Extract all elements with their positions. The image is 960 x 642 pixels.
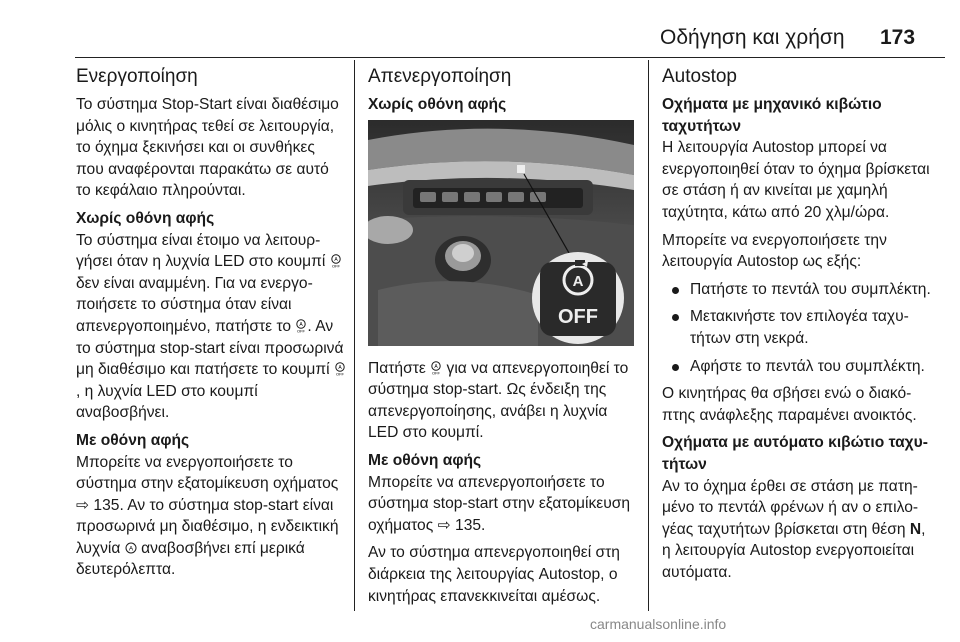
paragraph: Το σύστημα Stop-Start είναι διαθέσιμο μόλις ο κινητήρας τεθεί σε λειτουργία, το όχημα ξεκινήσει και οι συνθήκες που αναφέρονται παρακάτω σε αυτό το κεφάλαιο πληρούνται. bbox=[76, 96, 339, 200]
subheading: Χωρίς οθόνη αφής bbox=[76, 209, 215, 227]
column-divider-1 bbox=[354, 60, 355, 611]
header-rule bbox=[75, 57, 945, 58]
steps-list bbox=[662, 279, 937, 377]
paragraph: Πατήστε A OFF για να απενεργοποιηθεί το σύστημα stop-start. Ως ένδειξη της απενεργοποίησης, ανάβει η λυχνία LED στο κουμπί. bbox=[368, 359, 629, 442]
list-item: Πατήστε το πεντάλ του συμπλέκτη. bbox=[662, 279, 937, 301]
svg-text:OFF: OFF bbox=[432, 370, 441, 375]
column-activation bbox=[76, 66, 346, 587]
paragraph: Με οθόνη αφής Μπορείτε να απενεργοποιήσετε το σύστημα stop-start στην εξατομίκευση οχήματος ⇨ 135. bbox=[368, 450, 640, 536]
paragraph: Με οθόνη αφής Μπορείτε να ενεργοποιήσετε το σύστημα στην εξατομίκευση οχήματος ⇨ 135. Αν το σύστημα stop-start είναι προσωρινά μη διαθέσιμο, η ενδεικτική λυχνία A αναβοσβήνει επί μερικά δευτερόλεπτα. bbox=[76, 430, 346, 581]
autostop-icon bbox=[330, 253, 342, 267]
svg-text:A: A bbox=[334, 257, 338, 264]
autostop-icon bbox=[430, 360, 442, 374]
bullet-icon bbox=[672, 364, 679, 371]
svg-text:A: A bbox=[128, 545, 133, 553]
cross-reference-arrow-icon: ⇨ bbox=[76, 496, 90, 514]
paragraph: Οχήματα με αυτόματο κιβώτιο ταχυτήτων Αν το όχημα έρθει σε στάση με πατημένο το πεντάλ φρένων ή αν ο επιλογέας ταχυτήτων βρίσκεται στη θέση N, η λειτουργία Autostop ενεργοποιείται αυτόματα. bbox=[662, 432, 937, 583]
section-heading-autostop: Autostop bbox=[662, 66, 737, 87]
off-button-label: OFF bbox=[558, 305, 598, 328]
autostop-indicator-icon bbox=[125, 540, 137, 554]
paragraph: Χωρίς οθόνη αφής Το σύστημα είναι έτοιμο να λειτουργήσει όταν η λυχνία LED στο κουμπί A OFF δεν είναι αναμμένη. Για να ενεργοποιήσετε το σύστημα όταν είναι απενεργοποιημένο, πατήστε το A OFF . Αν το σύστημα stop-start είναι προσωρινά μη διαθέσιμο και πατήσετε το κουμπί A OFF , η λυχνία LED στο κουμπί αναβοσβήνει. bbox=[76, 208, 346, 424]
bullet-icon bbox=[672, 287, 679, 294]
column-autostop bbox=[662, 66, 937, 589]
cross-reference-arrow-icon: ⇨ bbox=[437, 516, 451, 534]
autostop-icon bbox=[295, 318, 307, 332]
svg-text:A: A bbox=[572, 272, 584, 290]
list-item: Αφήστε το πεντάλ του συμπλέκτη. bbox=[662, 356, 937, 378]
column-divider-2 bbox=[648, 60, 649, 611]
paragraph: Αν το σύστημα απενεργοποιηθεί στη διάρκεια της λειτουργίας Autostop, ο κινητήρας επανεκκινείται αμέσως. bbox=[368, 544, 620, 605]
paragraph: Ο κινητήρας θα σβήσει ενώ ο διακόπτης ανάφλεξης παραμένει ανοικτός. bbox=[662, 385, 917, 424]
paragraph: Μπορείτε να ενεργοποιήσετε την λειτουργία Autostop ως εξής: bbox=[662, 231, 887, 271]
gear-position-n: N bbox=[909, 520, 922, 538]
dashboard-photo bbox=[368, 120, 634, 346]
autostop-icon bbox=[334, 361, 346, 375]
list-item: Μετακινήστε τον επιλογέα ταχυτήτων στη νεκρά. bbox=[662, 306, 937, 349]
watermark: carmanualsonline.info bbox=[590, 616, 727, 632]
svg-text:OFF: OFF bbox=[297, 328, 306, 333]
svg-text:A: A bbox=[434, 363, 438, 370]
svg-text:OFF: OFF bbox=[335, 371, 344, 377]
page-number: 173 bbox=[880, 26, 916, 49]
subheading: Με οθόνη αφής bbox=[368, 451, 482, 469]
subheading: Οχήματα με αυτόματο κιβώτιο ταχυτήτων bbox=[662, 434, 928, 473]
page-header bbox=[0, 0, 960, 58]
subheading: Με οθόνη αφής bbox=[76, 431, 190, 449]
section-heading-activation: Ενεργοποίηση bbox=[76, 66, 198, 87]
subheading: Οχήματα με μηχανικό κιβώτιο ταχυτήτων bbox=[662, 96, 882, 135]
svg-text:A: A bbox=[299, 321, 304, 328]
running-title: Οδήγηση και χρήση bbox=[660, 26, 845, 49]
column-deactivation bbox=[368, 66, 640, 613]
paragraph: Οχήματα με μηχανικό κιβώτιο ταχυτήτων Η λειτουργία Autostop μπορεί να ενεργοποιηθεί όταν το όχημα βρίσκεται σε στάση ή αν κινείται με χαμηλή ταχύτητα, κάτω από 20 χλμ/ώρα. bbox=[662, 94, 937, 224]
svg-text:OFF: OFF bbox=[331, 263, 340, 269]
section-heading-deactivation: Απενεργοποίηση bbox=[368, 66, 512, 87]
bullet-icon bbox=[672, 314, 679, 321]
subheading: Χωρίς οθόνη αφής bbox=[368, 96, 507, 113]
svg-text:A: A bbox=[338, 365, 342, 372]
